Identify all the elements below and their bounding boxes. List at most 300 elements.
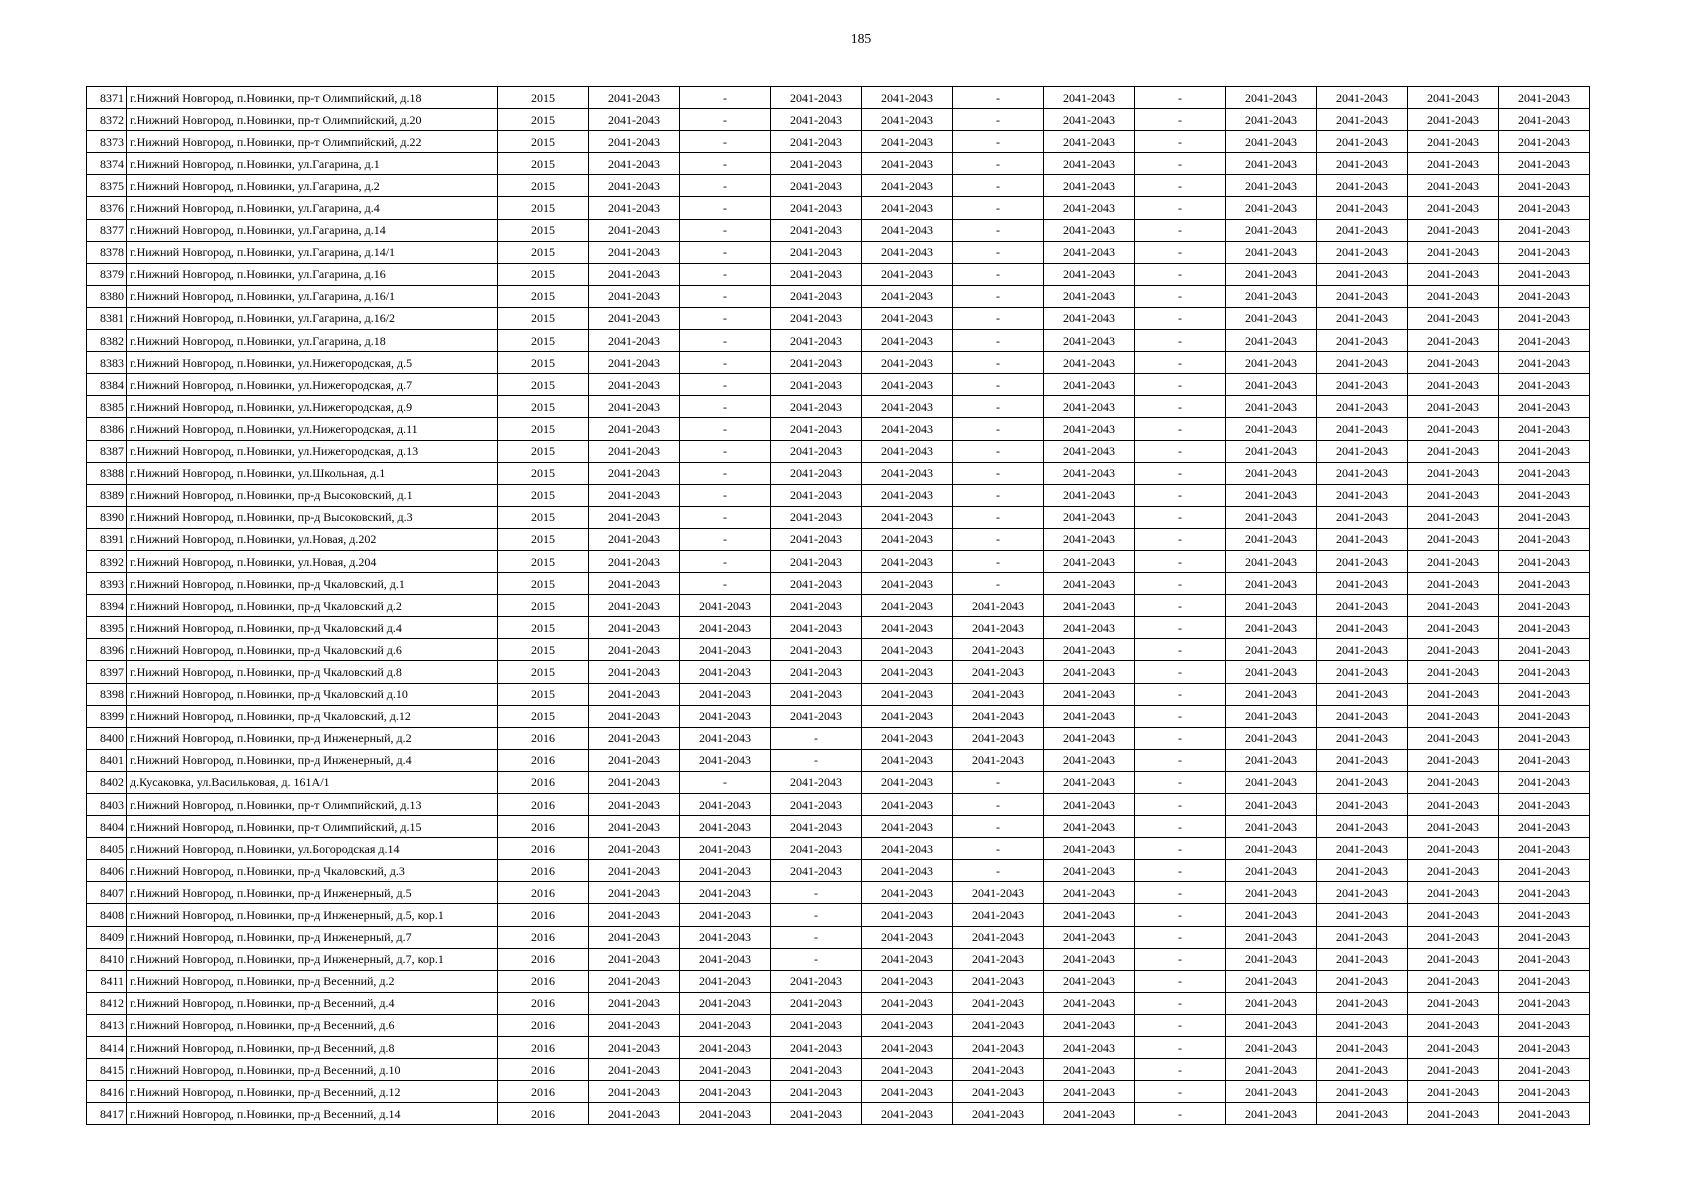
period-cell-3: - (771, 948, 862, 970)
period-cell-3: 2041-2043 (771, 705, 862, 727)
period-cell-3: 2041-2043 (771, 462, 862, 484)
period-cell-1: 2041-2043 (589, 285, 680, 307)
period-cell-11: 2041-2043 (1499, 330, 1590, 352)
table-row (87, 794, 1590, 816)
table-row (87, 771, 1590, 793)
row-number-cell: 8405 (87, 838, 127, 860)
period-cell-9: 2041-2043 (1317, 926, 1408, 948)
address-cell: г.Нижний Новгород, п.Новинки, ул.Нижегородская, д.7 (127, 374, 498, 396)
period-cell-2: 2041-2043 (680, 970, 771, 992)
period-cell-11: 2041-2043 (1499, 860, 1590, 882)
period-cell-8: 2041-2043 (1226, 131, 1317, 153)
period-cell-11: 2041-2043 (1499, 1037, 1590, 1059)
period-cell-2: 2041-2043 (680, 816, 771, 838)
table-row (87, 1059, 1590, 1081)
period-cell-4: 2041-2043 (862, 838, 953, 860)
period-cell-6: 2041-2043 (1044, 1014, 1135, 1036)
period-cell-6: 2041-2043 (1044, 948, 1135, 970)
period-cell-10: 2041-2043 (1408, 528, 1499, 550)
period-cell-7: - (1135, 175, 1226, 197)
period-cell-1: 2041-2043 (589, 771, 680, 793)
period-cell-1: 2041-2043 (589, 550, 680, 572)
period-cell-9: 2041-2043 (1317, 573, 1408, 595)
period-cell-2: 2041-2043 (680, 882, 771, 904)
period-cell-2: - (680, 573, 771, 595)
period-cell-5: - (953, 816, 1044, 838)
period-cell-7: - (1135, 970, 1226, 992)
period-cell-11: 2041-2043 (1499, 705, 1590, 727)
year-cell: 2015 (498, 528, 589, 550)
period-cell-10: 2041-2043 (1408, 374, 1499, 396)
period-cell-2: - (680, 109, 771, 131)
period-cell-7: - (1135, 1081, 1226, 1103)
period-cell-7: - (1135, 550, 1226, 572)
year-cell: 2016 (498, 1081, 589, 1103)
period-cell-8: 2041-2043 (1226, 440, 1317, 462)
year-cell: 2015 (498, 573, 589, 595)
address-cell: г.Нижний Новгород, п.Новинки, пр-т Олимпийский, д.20 (127, 109, 498, 131)
period-cell-10: 2041-2043 (1408, 131, 1499, 153)
period-cell-3: 2041-2043 (771, 794, 862, 816)
year-cell: 2015 (498, 617, 589, 639)
period-cell-1: 2041-2043 (589, 882, 680, 904)
period-cell-9: 2041-2043 (1317, 197, 1408, 219)
table-row (87, 307, 1590, 329)
row-number-cell: 8393 (87, 573, 127, 595)
row-number-cell: 8376 (87, 197, 127, 219)
period-cell-1: 2041-2043 (589, 418, 680, 440)
year-cell: 2016 (498, 1059, 589, 1081)
year-cell: 2016 (498, 1103, 589, 1125)
period-cell-5: - (953, 352, 1044, 374)
period-cell-9: 2041-2043 (1317, 440, 1408, 462)
period-cell-7: - (1135, 131, 1226, 153)
year-cell: 2016 (498, 948, 589, 970)
period-cell-1: 2041-2043 (589, 727, 680, 749)
period-cell-1: 2041-2043 (589, 1059, 680, 1081)
period-cell-7: - (1135, 749, 1226, 771)
period-cell-3: 2041-2043 (771, 330, 862, 352)
period-cell-9: 2041-2043 (1317, 1103, 1408, 1125)
period-cell-7: - (1135, 1059, 1226, 1081)
period-cell-4: 2041-2043 (862, 506, 953, 528)
address-cell: г.Нижний Новгород, п.Новинки, ул.Гагарина, д.16 (127, 263, 498, 285)
year-cell: 2016 (498, 1014, 589, 1036)
year-cell: 2016 (498, 882, 589, 904)
year-cell: 2015 (498, 683, 589, 705)
period-cell-10: 2041-2043 (1408, 860, 1499, 882)
period-cell-2: 2041-2043 (680, 904, 771, 926)
period-cell-8: 2041-2043 (1226, 838, 1317, 860)
period-cell-8: 2041-2043 (1226, 948, 1317, 970)
year-cell: 2016 (498, 816, 589, 838)
period-cell-9: 2041-2043 (1317, 418, 1408, 440)
year-cell: 2015 (498, 484, 589, 506)
period-cell-3: 2041-2043 (771, 263, 862, 285)
period-cell-10: 2041-2043 (1408, 749, 1499, 771)
row-number-cell: 8380 (87, 285, 127, 307)
period-cell-10: 2041-2043 (1408, 153, 1499, 175)
period-cell-5: - (953, 263, 1044, 285)
period-cell-6: 2041-2043 (1044, 352, 1135, 374)
period-cell-3: 2041-2043 (771, 506, 862, 528)
period-cell-8: 2041-2043 (1226, 484, 1317, 506)
period-cell-8: 2041-2043 (1226, 926, 1317, 948)
period-cell-4: 2041-2043 (862, 87, 953, 109)
year-cell: 2015 (498, 639, 589, 661)
period-cell-1: 2041-2043 (589, 860, 680, 882)
period-cell-8: 2041-2043 (1226, 992, 1317, 1014)
period-cell-1: 2041-2043 (589, 352, 680, 374)
period-cell-6: 2041-2043 (1044, 374, 1135, 396)
row-number-cell: 8400 (87, 727, 127, 749)
period-cell-8: 2041-2043 (1226, 882, 1317, 904)
period-cell-2: 2041-2043 (680, 948, 771, 970)
period-cell-5: - (953, 860, 1044, 882)
period-cell-7: - (1135, 440, 1226, 462)
period-cell-4: 2041-2043 (862, 418, 953, 440)
period-cell-2: 2041-2043 (680, 860, 771, 882)
period-cell-8: 2041-2043 (1226, 263, 1317, 285)
period-cell-8: 2041-2043 (1226, 197, 1317, 219)
row-number-cell: 8408 (87, 904, 127, 926)
period-cell-4: 2041-2043 (862, 374, 953, 396)
address-cell: г.Нижний Новгород, п.Новинки, пр-д Инженерный, д.7 (127, 926, 498, 948)
period-cell-8: 2041-2043 (1226, 573, 1317, 595)
row-number-cell: 8409 (87, 926, 127, 948)
period-cell-1: 2041-2043 (589, 484, 680, 506)
period-cell-7: - (1135, 1037, 1226, 1059)
address-cell: г.Нижний Новгород, п.Новинки, ул.Нижегородская, д.9 (127, 396, 498, 418)
period-cell-10: 2041-2043 (1408, 550, 1499, 572)
period-cell-7: - (1135, 241, 1226, 263)
period-cell-5: 2041-2043 (953, 639, 1044, 661)
period-cell-4: 2041-2043 (862, 219, 953, 241)
period-cell-2: - (680, 506, 771, 528)
year-cell: 2016 (498, 1037, 589, 1059)
period-cell-11: 2041-2043 (1499, 639, 1590, 661)
period-cell-5: - (953, 197, 1044, 219)
period-cell-1: 2041-2043 (589, 617, 680, 639)
row-number-cell: 8402 (87, 771, 127, 793)
period-cell-8: 2041-2043 (1226, 639, 1317, 661)
period-cell-3: - (771, 926, 862, 948)
period-cell-2: - (680, 330, 771, 352)
period-cell-3: 2041-2043 (771, 595, 862, 617)
period-cell-6: 2041-2043 (1044, 992, 1135, 1014)
period-cell-6: 2041-2043 (1044, 749, 1135, 771)
period-cell-6: 2041-2043 (1044, 816, 1135, 838)
period-cell-2: 2041-2043 (680, 1014, 771, 1036)
table-row (87, 396, 1590, 418)
period-cell-2: 2041-2043 (680, 683, 771, 705)
period-cell-11: 2041-2043 (1499, 528, 1590, 550)
address-cell: г.Нижний Новгород, п.Новинки, ул.Гагарина, д.16/2 (127, 307, 498, 329)
address-cell: г.Нижний Новгород, п.Новинки, ул.Богородская д.14 (127, 838, 498, 860)
year-cell: 2015 (498, 462, 589, 484)
period-cell-11: 2041-2043 (1499, 153, 1590, 175)
period-cell-2: - (680, 175, 771, 197)
period-cell-4: 2041-2043 (862, 727, 953, 749)
row-number-cell: 8403 (87, 794, 127, 816)
period-cell-8: 2041-2043 (1226, 816, 1317, 838)
period-cell-3: 2041-2043 (771, 816, 862, 838)
period-cell-9: 2041-2043 (1317, 1037, 1408, 1059)
address-cell: г.Нижний Новгород, п.Новинки, пр-д Чкаловский, д.3 (127, 860, 498, 882)
period-cell-7: - (1135, 727, 1226, 749)
period-cell-7: - (1135, 484, 1226, 506)
period-cell-2: - (680, 263, 771, 285)
table-row (87, 816, 1590, 838)
table-row (87, 926, 1590, 948)
period-cell-9: 2041-2043 (1317, 794, 1408, 816)
period-cell-5: - (953, 506, 1044, 528)
period-cell-10: 2041-2043 (1408, 882, 1499, 904)
period-cell-11: 2041-2043 (1499, 926, 1590, 948)
period-cell-1: 2041-2043 (589, 904, 680, 926)
table-row (87, 992, 1590, 1014)
period-cell-4: 2041-2043 (862, 285, 953, 307)
period-cell-3: 2041-2043 (771, 241, 862, 263)
period-cell-6: 2041-2043 (1044, 595, 1135, 617)
table-row (87, 838, 1590, 860)
period-cell-11: 2041-2043 (1499, 882, 1590, 904)
row-number-cell: 8377 (87, 219, 127, 241)
period-cell-9: 2041-2043 (1317, 263, 1408, 285)
table-row (87, 374, 1590, 396)
period-cell-11: 2041-2043 (1499, 506, 1590, 528)
row-number-cell: 8373 (87, 131, 127, 153)
period-cell-4: 2041-2043 (862, 153, 953, 175)
period-cell-1: 2041-2043 (589, 970, 680, 992)
period-cell-7: - (1135, 307, 1226, 329)
year-cell: 2015 (498, 87, 589, 109)
period-cell-1: 2041-2043 (589, 219, 680, 241)
table-row (87, 153, 1590, 175)
period-cell-5: - (953, 241, 1044, 263)
period-cell-2: 2041-2043 (680, 749, 771, 771)
period-cell-11: 2041-2043 (1499, 992, 1590, 1014)
period-cell-11: 2041-2043 (1499, 749, 1590, 771)
period-cell-5: 2041-2043 (953, 661, 1044, 683)
period-cell-6: 2041-2043 (1044, 926, 1135, 948)
period-cell-11: 2041-2043 (1499, 1103, 1590, 1125)
period-cell-8: 2041-2043 (1226, 506, 1317, 528)
period-cell-11: 2041-2043 (1499, 661, 1590, 683)
year-cell: 2015 (498, 219, 589, 241)
period-cell-5: 2041-2043 (953, 617, 1044, 639)
period-cell-11: 2041-2043 (1499, 683, 1590, 705)
period-cell-6: 2041-2043 (1044, 705, 1135, 727)
period-cell-5: - (953, 374, 1044, 396)
period-cell-8: 2041-2043 (1226, 396, 1317, 418)
period-cell-4: 2041-2043 (862, 926, 953, 948)
period-cell-5: 2041-2043 (953, 882, 1044, 904)
period-cell-1: 2041-2043 (589, 683, 680, 705)
address-cell: г.Нижний Новгород, п.Новинки, пр-д Весенний, д.4 (127, 992, 498, 1014)
row-number-cell: 8381 (87, 307, 127, 329)
period-cell-6: 2041-2043 (1044, 838, 1135, 860)
year-cell: 2015 (498, 396, 589, 418)
period-cell-7: - (1135, 109, 1226, 131)
table-row (87, 948, 1590, 970)
period-cell-6: 2041-2043 (1044, 87, 1135, 109)
period-cell-3: 2041-2043 (771, 860, 862, 882)
period-cell-6: 2041-2043 (1044, 639, 1135, 661)
period-cell-3: 2041-2043 (771, 550, 862, 572)
address-cell: г.Нижний Новгород, п.Новинки, ул.Гагарина, д.2 (127, 175, 498, 197)
row-number-cell: 8394 (87, 595, 127, 617)
address-cell: г.Нижний Новгород, п.Новинки, пр-д Высоковский, д.1 (127, 484, 498, 506)
period-cell-11: 2041-2043 (1499, 595, 1590, 617)
period-cell-6: 2041-2043 (1044, 1059, 1135, 1081)
table-row (87, 219, 1590, 241)
period-cell-10: 2041-2043 (1408, 418, 1499, 440)
period-cell-10: 2041-2043 (1408, 352, 1499, 374)
table-row (87, 1037, 1590, 1059)
period-cell-5: - (953, 307, 1044, 329)
period-cell-1: 2041-2043 (589, 595, 680, 617)
period-cell-5: 2041-2043 (953, 595, 1044, 617)
period-cell-3: 2041-2043 (771, 131, 862, 153)
period-cell-4: 2041-2043 (862, 794, 953, 816)
period-cell-6: 2041-2043 (1044, 617, 1135, 639)
row-number-cell: 8414 (87, 1037, 127, 1059)
period-cell-9: 2041-2043 (1317, 506, 1408, 528)
period-cell-11: 2041-2043 (1499, 794, 1590, 816)
period-cell-1: 2041-2043 (589, 396, 680, 418)
period-cell-2: - (680, 396, 771, 418)
table-row (87, 418, 1590, 440)
table-row (87, 1081, 1590, 1103)
period-cell-10: 2041-2043 (1408, 109, 1499, 131)
row-number-cell: 8399 (87, 705, 127, 727)
year-cell: 2015 (498, 109, 589, 131)
period-cell-10: 2041-2043 (1408, 1014, 1499, 1036)
period-cell-3: 2041-2043 (771, 197, 862, 219)
period-cell-6: 2041-2043 (1044, 970, 1135, 992)
period-cell-10: 2041-2043 (1408, 1103, 1499, 1125)
address-cell: г.Нижний Новгород, п.Новинки, пр-д Чкаловский д.8 (127, 661, 498, 683)
address-cell: г.Нижний Новгород, п.Новинки, ул.Гагарина, д.1 (127, 153, 498, 175)
period-cell-4: 2041-2043 (862, 860, 953, 882)
address-cell: г.Нижний Новгород, п.Новинки, пр-т Олимпийский, д.22 (127, 131, 498, 153)
period-cell-6: 2041-2043 (1044, 418, 1135, 440)
period-cell-5: - (953, 838, 1044, 860)
table-row (87, 639, 1590, 661)
period-cell-8: 2041-2043 (1226, 727, 1317, 749)
period-cell-7: - (1135, 882, 1226, 904)
period-cell-5: - (953, 219, 1044, 241)
period-cell-7: - (1135, 197, 1226, 219)
period-cell-8: 2041-2043 (1226, 285, 1317, 307)
row-number-cell: 8384 (87, 374, 127, 396)
year-cell: 2016 (498, 860, 589, 882)
period-cell-2: 2041-2043 (680, 705, 771, 727)
table-row (87, 175, 1590, 197)
period-cell-5: 2041-2043 (953, 926, 1044, 948)
row-number-cell: 8417 (87, 1103, 127, 1125)
row-number-cell: 8396 (87, 639, 127, 661)
period-cell-7: - (1135, 771, 1226, 793)
address-cell: г.Нижний Новгород, п.Новинки, ул.Нижегородская, д.11 (127, 418, 498, 440)
period-cell-11: 2041-2043 (1499, 352, 1590, 374)
year-cell: 2015 (498, 705, 589, 727)
period-cell-6: 2041-2043 (1044, 440, 1135, 462)
period-cell-6: 2041-2043 (1044, 484, 1135, 506)
period-cell-6: 2041-2043 (1044, 528, 1135, 550)
row-number-cell: 8382 (87, 330, 127, 352)
period-cell-7: - (1135, 683, 1226, 705)
table-row (87, 970, 1590, 992)
year-cell: 2015 (498, 285, 589, 307)
period-cell-7: - (1135, 1014, 1226, 1036)
period-cell-8: 2041-2043 (1226, 1014, 1317, 1036)
period-cell-11: 2041-2043 (1499, 838, 1590, 860)
period-cell-7: - (1135, 926, 1226, 948)
period-cell-5: 2041-2043 (953, 1059, 1044, 1081)
period-cell-2: - (680, 219, 771, 241)
period-cell-5: - (953, 484, 1044, 506)
period-cell-10: 2041-2043 (1408, 683, 1499, 705)
period-cell-4: 2041-2043 (862, 109, 953, 131)
year-cell: 2016 (498, 794, 589, 816)
period-cell-9: 2041-2043 (1317, 307, 1408, 329)
period-cell-5: 2041-2043 (953, 727, 1044, 749)
period-cell-10: 2041-2043 (1408, 484, 1499, 506)
period-cell-5: 2041-2043 (953, 683, 1044, 705)
row-number-cell: 8416 (87, 1081, 127, 1103)
period-cell-6: 2041-2043 (1044, 241, 1135, 263)
period-cell-4: 2041-2043 (862, 992, 953, 1014)
period-cell-5: - (953, 418, 1044, 440)
year-cell: 2016 (498, 749, 589, 771)
period-cell-10: 2041-2043 (1408, 330, 1499, 352)
year-cell: 2016 (498, 838, 589, 860)
period-cell-9: 2041-2043 (1317, 727, 1408, 749)
period-cell-10: 2041-2043 (1408, 992, 1499, 1014)
period-cell-1: 2041-2043 (589, 440, 680, 462)
table-row (87, 573, 1590, 595)
period-cell-3: 2041-2043 (771, 440, 862, 462)
period-cell-3: 2041-2043 (771, 109, 862, 131)
row-number-cell: 8372 (87, 109, 127, 131)
period-cell-8: 2041-2043 (1226, 307, 1317, 329)
period-cell-9: 2041-2043 (1317, 838, 1408, 860)
period-cell-8: 2041-2043 (1226, 794, 1317, 816)
period-cell-10: 2041-2043 (1408, 661, 1499, 683)
period-cell-3: 2041-2043 (771, 153, 862, 175)
period-cell-10: 2041-2043 (1408, 87, 1499, 109)
period-cell-5: - (953, 550, 1044, 572)
period-cell-3: 2041-2043 (771, 285, 862, 307)
period-cell-9: 2041-2043 (1317, 617, 1408, 639)
period-cell-8: 2041-2043 (1226, 175, 1317, 197)
period-cell-9: 2041-2043 (1317, 595, 1408, 617)
period-cell-6: 2041-2043 (1044, 573, 1135, 595)
row-number-cell: 8389 (87, 484, 127, 506)
period-cell-4: 2041-2043 (862, 771, 953, 793)
period-cell-8: 2041-2043 (1226, 462, 1317, 484)
year-cell: 2015 (498, 374, 589, 396)
year-cell: 2015 (498, 197, 589, 219)
address-cell: г.Нижний Новгород, п.Новинки, ул.Нижегородская, д.5 (127, 352, 498, 374)
address-cell: г.Нижний Новгород, п.Новинки, ул.Гагарина, д.4 (127, 197, 498, 219)
period-cell-11: 2041-2043 (1499, 771, 1590, 793)
period-cell-3: 2041-2043 (771, 374, 862, 396)
period-cell-11: 2041-2043 (1499, 970, 1590, 992)
period-cell-8: 2041-2043 (1226, 1103, 1317, 1125)
